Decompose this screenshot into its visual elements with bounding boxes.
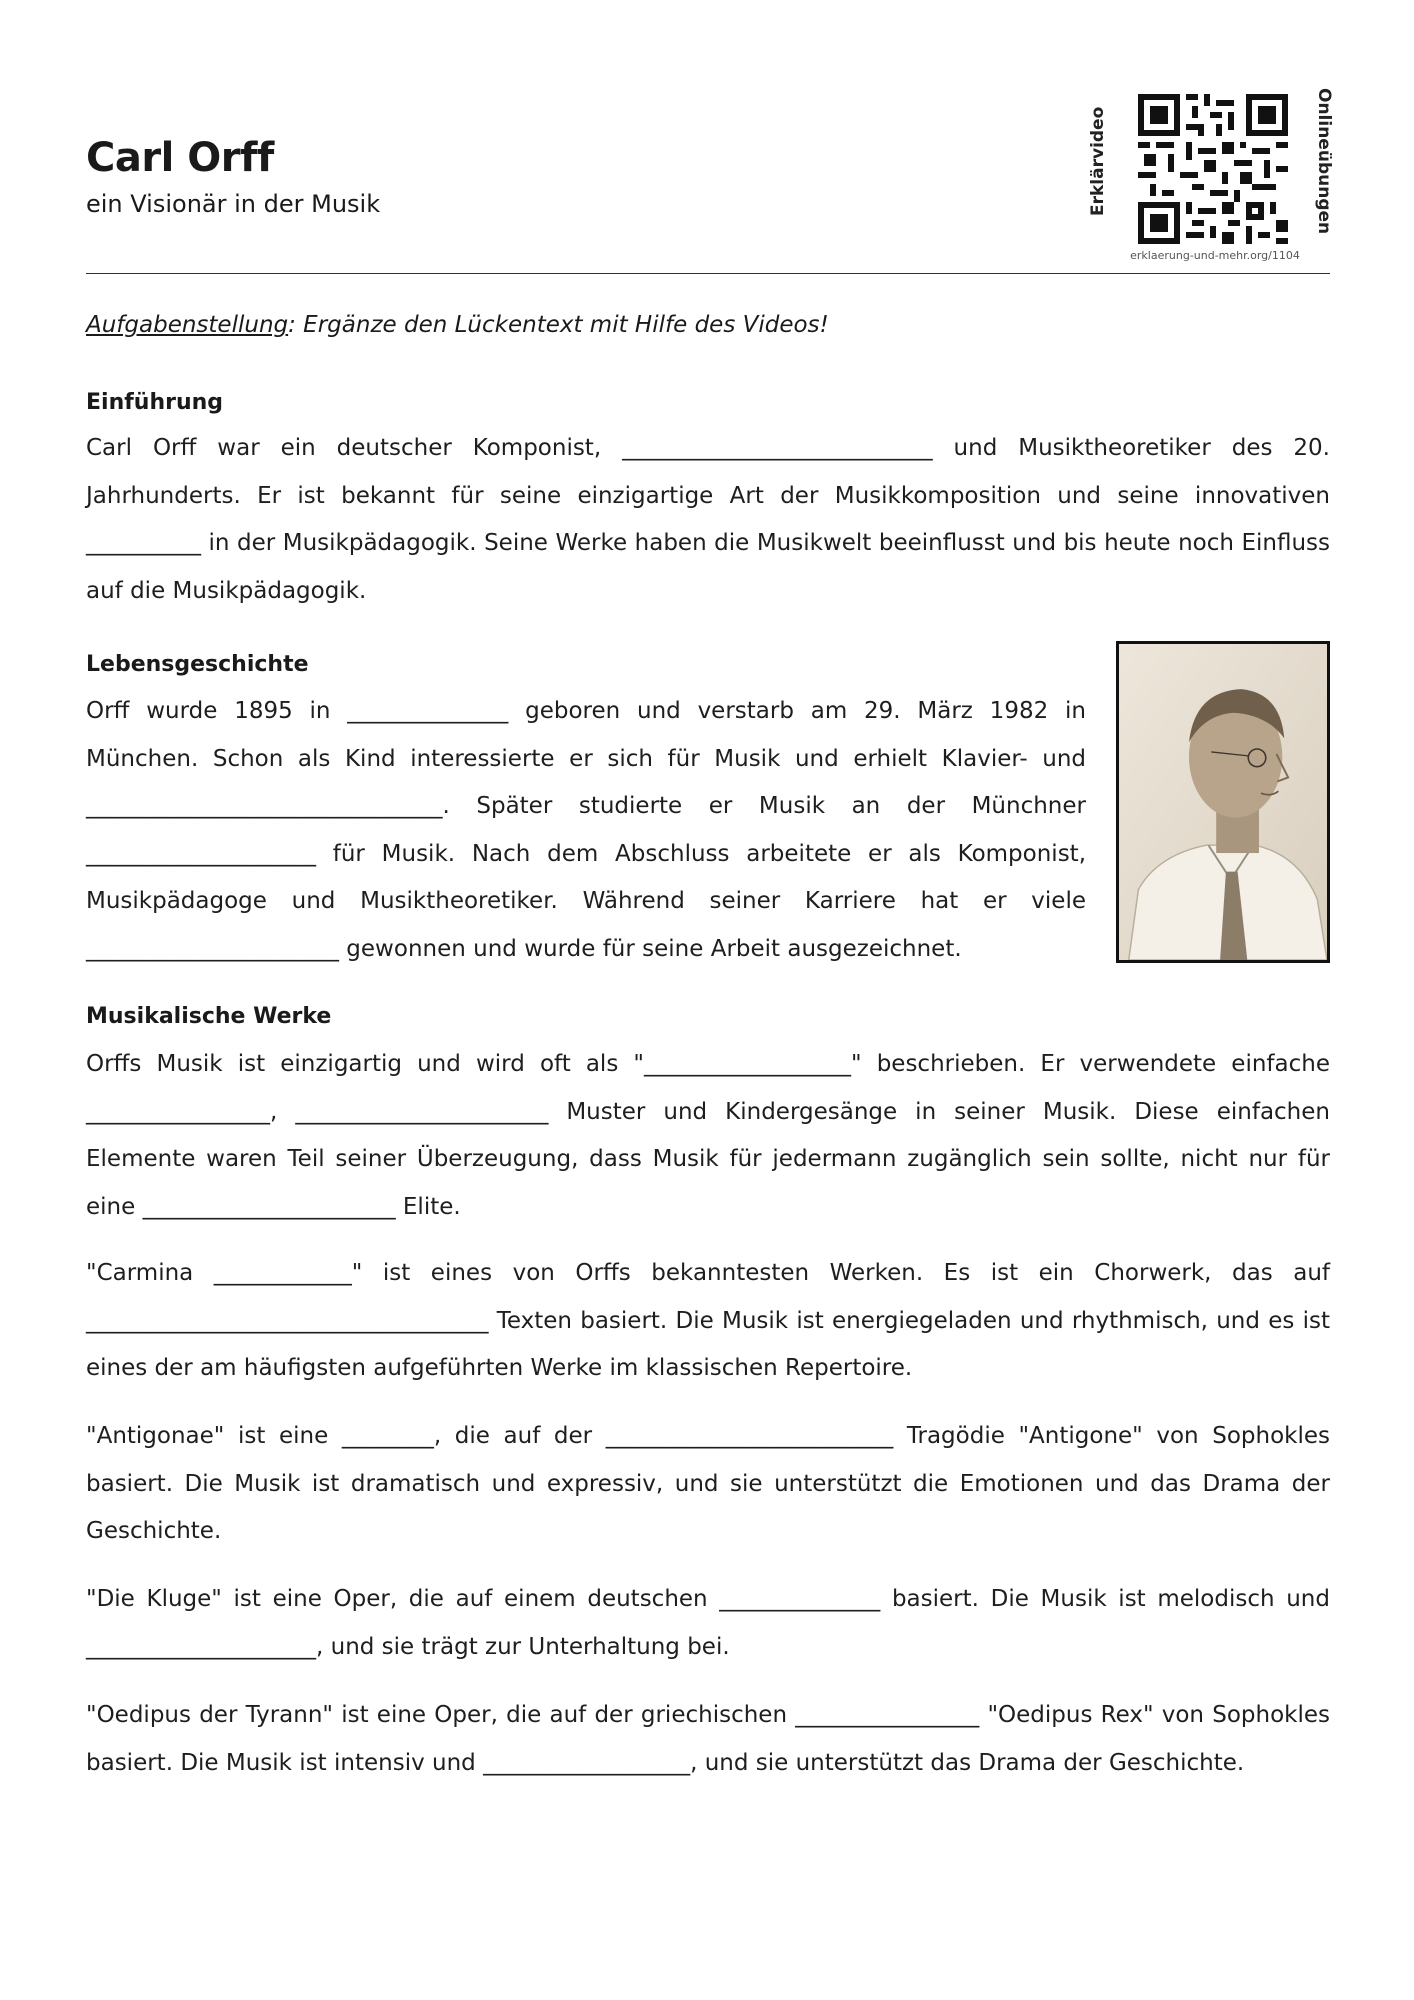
paragraph-works-1: Orffs Musik ist einzigartig und wird oft als "__________________" beschrieben. Er verwendete einfache ________________, ______________________ Muster und Kindergesänge in seiner Musik. Diese einfachen Elemente waren Teil seiner Überzeugung, dass Musik für jedermann zugänglich sein sollte, nicht nur für eine ______________________ Elite. xyxy=(86,1051,1330,1220)
portrait-photo xyxy=(1116,641,1330,963)
heading-life: Lebensgeschichte xyxy=(86,652,309,677)
qr-exercises-label: Onlineübungen xyxy=(1314,87,1334,235)
task-label: Aufgabenstellung xyxy=(86,312,289,338)
page-title: Carl Orff xyxy=(86,135,274,181)
qr-video-label: Erklärvideo xyxy=(1088,106,1108,216)
qr-code-icon[interactable] xyxy=(1138,94,1288,244)
paragraph-works-5: "Oedipus der Tyrann" ist eine Oper, die auf der griechischen ________________ "Oedipus Rex" von Sophokles basiert. Die Musik ist intensiv und __________________, und sie unterstützt das Drama der Geschichte. xyxy=(86,1702,1330,1776)
qr-url-text[interactable]: erklaerung-und-mehr.org/1104 xyxy=(1130,249,1300,262)
qr-block xyxy=(1088,86,1338,266)
heading-intro: Einführung xyxy=(86,390,224,415)
paragraph-works-4: "Die Kluge" ist eine Oper, die auf einem deutschen ______________ basiert. Die Musik ist melodisch und ____________________, und sie trägt zur Unterhaltung bei. xyxy=(86,1586,1330,1660)
paragraph-intro: Carl Orff war ein deutscher Komponist, ___________________________ und Musiktheoretiker des 20. Jahrhunderts. Er ist bekannt für seine einzigartige Art der Musikkomposition und seine innovativen __________ in der Musikpädagogik. Seine Werke haben die Musikwelt beeinflusst und bis heute noch Einfluss auf die Musikpädagogik. xyxy=(86,435,1330,604)
paragraph-works-3: "Antigonae" ist eine ________, die auf der _________________________ Tragödie "Antigone" von Sophokles basiert. Die Musik ist dramatisch und expressiv, und sie unterstützt die Emotionen und das Drama der Geschichte. xyxy=(86,1423,1330,1544)
heading-works: Musikalische Werke xyxy=(86,1004,332,1029)
task-instruction xyxy=(86,312,829,338)
header-divider xyxy=(86,273,1330,274)
paragraph-works-2: "Carmina ____________" ist eines von Orffs bekanntesten Werken. Es ist ein Chorwerk, das auf ___________________________________ Texten basiert. Die Musik ist energiegeladen und rhythmisch, und es ist eines der am häufigsten aufgeführten Werke im klassischen Repertoire. xyxy=(86,1260,1330,1381)
task-text: : Ergänze den Lückentext mit Hilfe des Videos! xyxy=(288,312,829,338)
page-subtitle: ein Visionär in der Musik xyxy=(86,190,381,218)
paragraph-life: Orff wurde 1895 in ______________ geboren und verstarb am 29. März 1982 in München. Schon als Kind interessierte er sich für Musik und erhielt Klavier- und _______________________________. Später studierte er Musik an der Münchner ____________________ für Musik. Nach dem Abschluss arbeitete er als Komponist, Musikpädagoge und Musiktheoretiker. Während seiner Karriere hat er viele ______________________ gewonnen und wurde für seine Arbeit ausgezeichnet. xyxy=(86,698,1086,962)
portrait-image xyxy=(1119,644,1327,960)
